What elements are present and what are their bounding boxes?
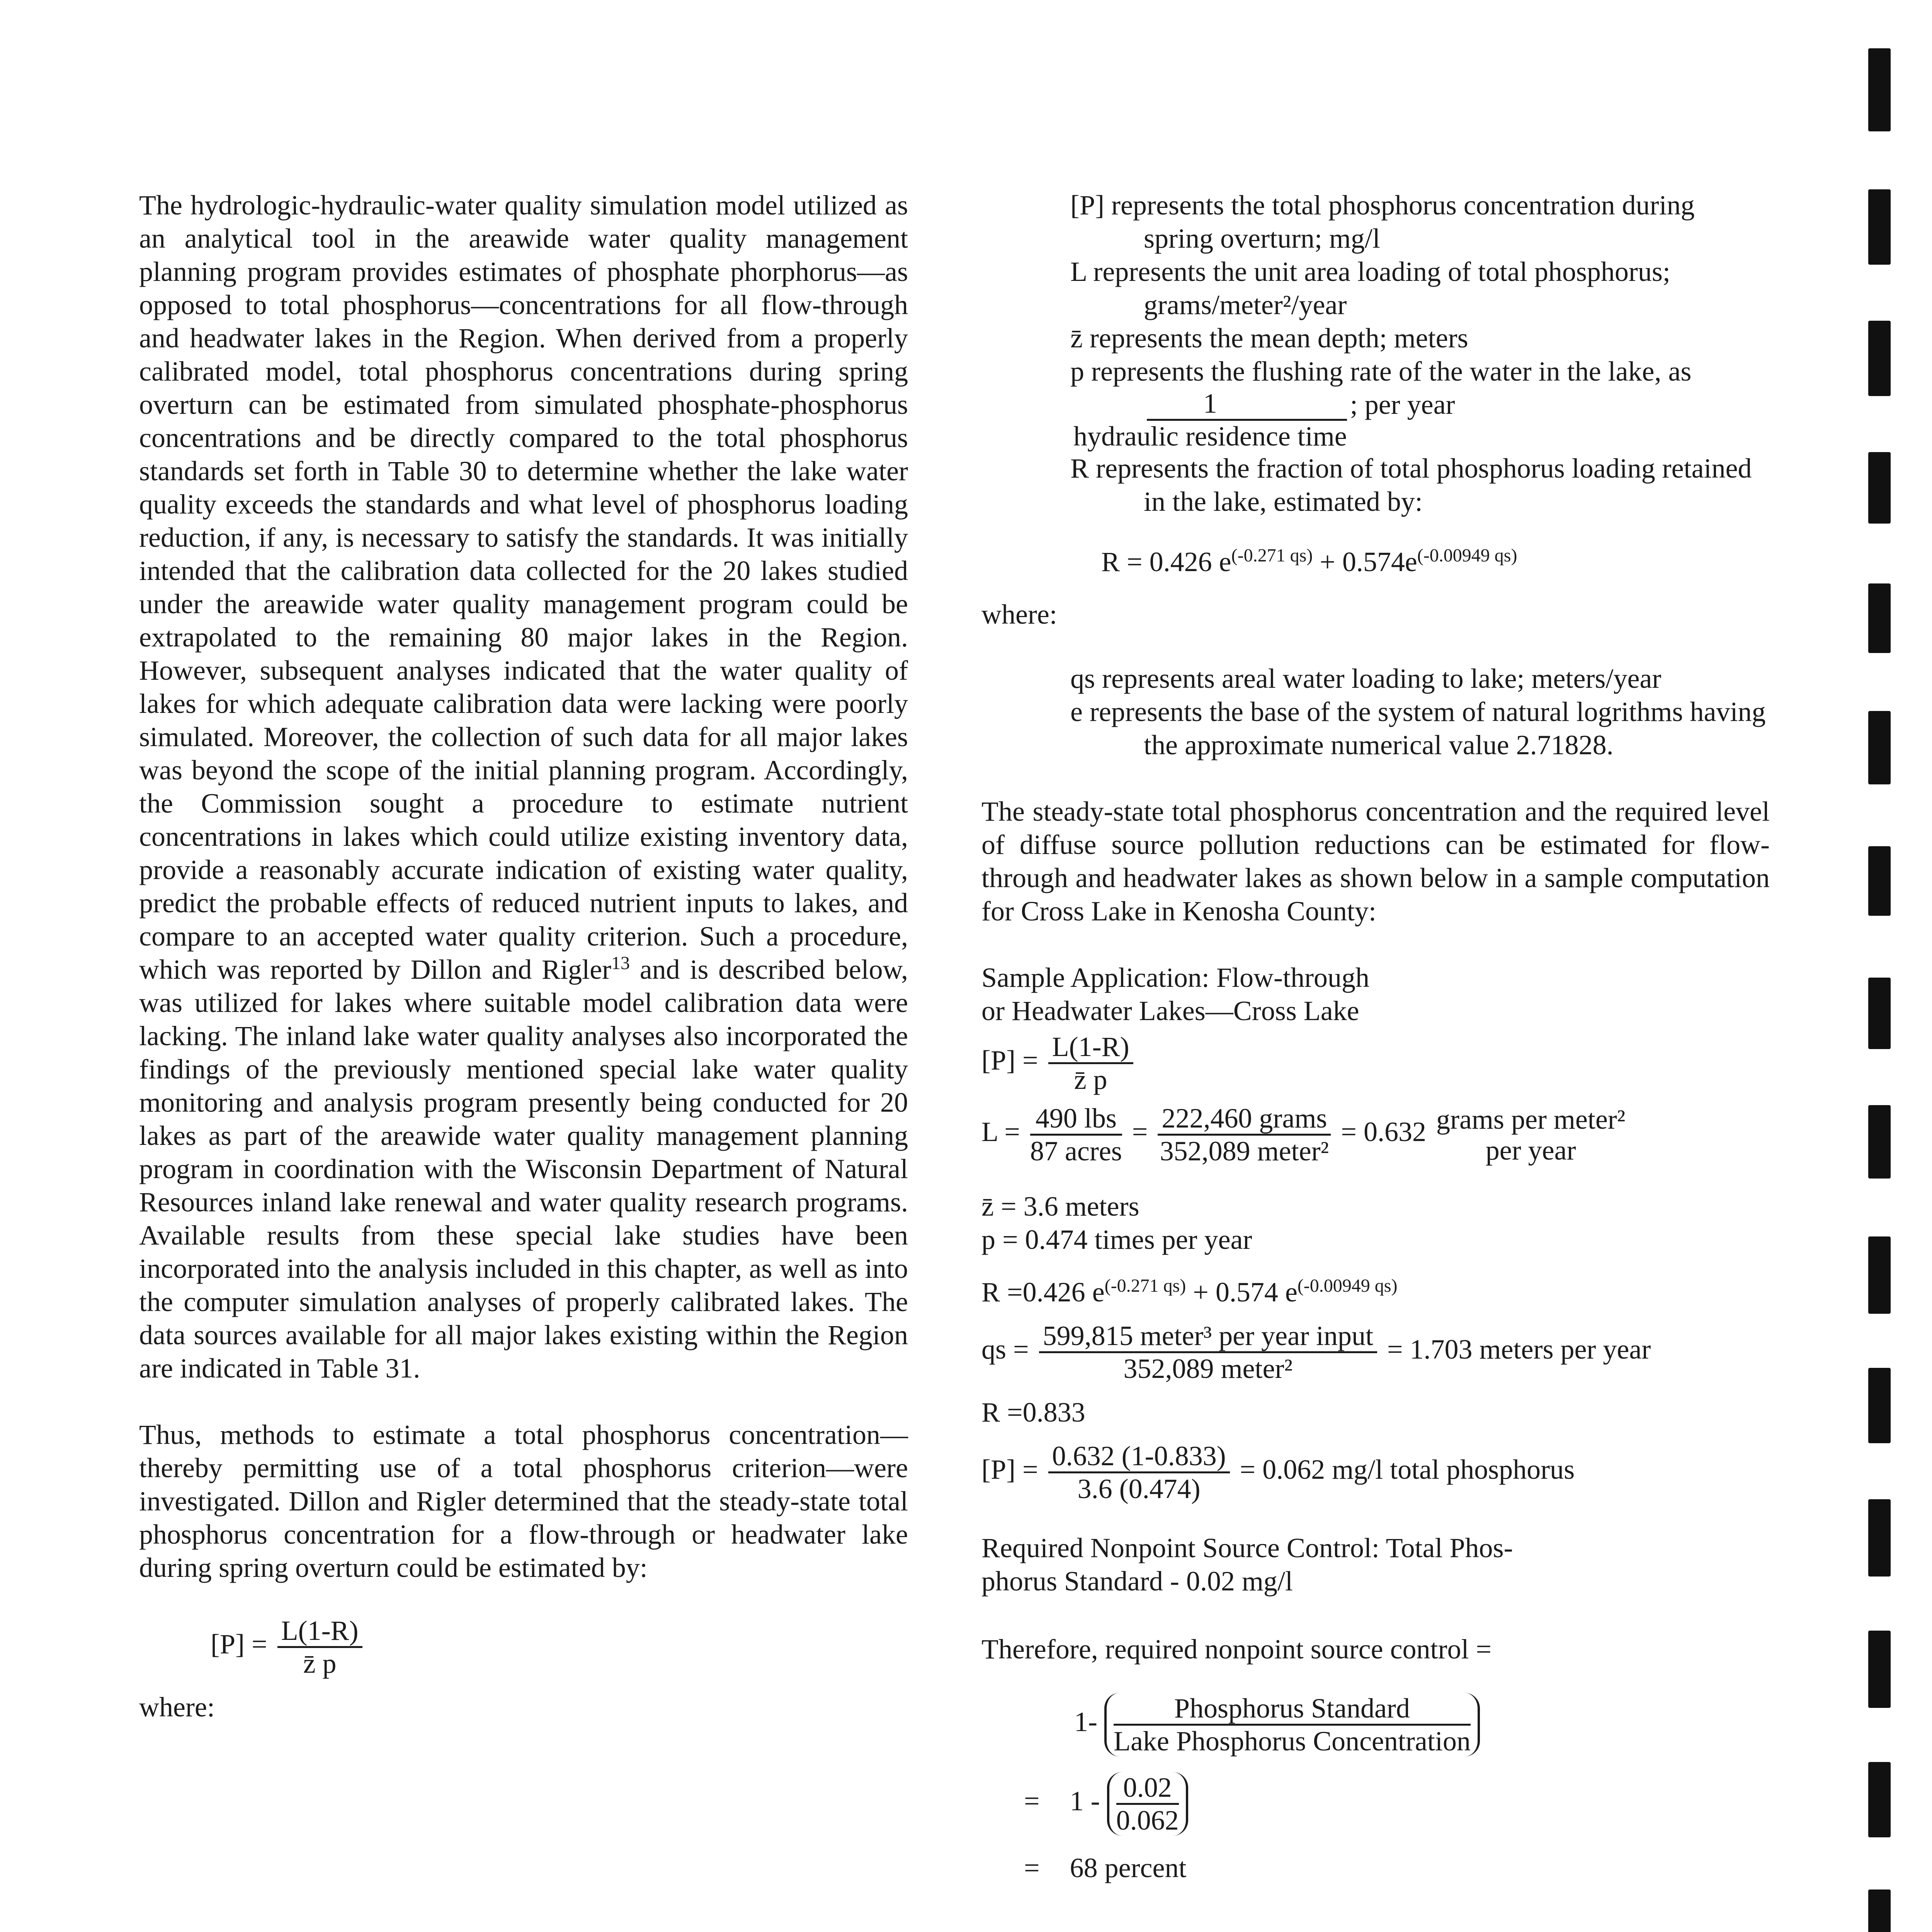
variable-definitions [981, 189, 1770, 518]
paragraph-text: The hydrologic-hydraulic-water quality simulation model utilized as an analytical tool in the areawide water quality management planning program provides estimates of phosphate phorphorus—as opposed to total phosphorus—concentrations for all flow-through and headwater lakes in the Region. When derived from a properly calibrated model, total phosphorus concentrations during spring overturn can be estimated from simulated phosphate-phosphorus concentrations and be directly compared to the total phosphorus standards set forth in Table 30 to determine whether the lake water quality exceeds the standards and what level of phosphorus loading reduction, if any, is necessary to satisfy the standards. It was initially intended that the calibration data collected for the 20 lakes studied under the areawide water quality management program could be extrapolated to the remaining 80 major lakes in the Region. However, subsequent analyses indicated that the water quality of lakes for which adequate calibration data were lacking were poorly simulated. Moreover, the collection of such data for all major lakes was beyond the scope of the initial planning program. Accordingly, the Commission sought a procedure to estimate nutrient concentrations in lakes which could utilize existing inventory data, provide a reasonably accurate indication of existing water quality, predict the probable effects of reduced nutrient inputs to lakes, and compare to an accepted water quality criterion. Such a procedure, which was reported by Dillon and Rigler [139, 190, 908, 985]
formula-text: R = 0.426 e [1101, 546, 1231, 577]
binding-mark [1868, 1631, 1891, 1708]
binding-mark [1868, 189, 1891, 265]
formula-fraction [277, 1615, 362, 1679]
exponent: (-0.00949 qs) [1297, 1276, 1398, 1296]
formula-prefix: 1 - [1070, 1786, 1100, 1817]
qs-fraction [1039, 1320, 1377, 1384]
parentheses [1104, 1693, 1480, 1757]
paragraph-text-continued: and is described below, was utilized for lakes where suitable model calibration data were lacking. The inland lake water quality analyses also incorporated the findings of the previously mentioned special lake water quality monitoring and analysis program presently being conducted for 20 lakes as part of the areawide water quality management planning program in coordination with the Wisconsin Department of Natural Resources inland lake renewal and water quality research programs. Available results from these special lake studies have been incorporated into the analysis included in this chapter, as well as into the computer simulation analyses of properly calibrated lakes. The data sources available for all major lakes existing within the Region are indicated in Table 31. [139, 954, 908, 1384]
phosphorus-result: = 0.062 mg/l total phosphorus [1240, 1454, 1575, 1485]
required-control [981, 1531, 1770, 1598]
control-result [981, 1851, 1770, 1884]
formula-lhs: [P] = [981, 1045, 1038, 1076]
footnote-reference: 13 [611, 953, 630, 973]
unit-line: grams per meter² [1436, 1104, 1626, 1135]
formula-lhs: qs = [981, 1334, 1029, 1365]
formula-r [981, 545, 1770, 578]
definition-r: R represents the fraction of total phosphorus loading retained in the lake, estimated by: [1070, 453, 1752, 517]
definition-l: L represents the unit area loading of total phosphorus; grams/meter²/year [1070, 256, 1670, 320]
qs-calculation [981, 1320, 1770, 1384]
body-paragraph-2: Thus, methods to estimate a total phosphorus concentration—thereby permitting use of a total phosphorus criterion—were investigated. Dillon and Rigler determined that the steady-state total phosphorus concentration for a flow-through or headwater lake during spring overturn could be estimated by: [139, 1419, 908, 1583]
formula-text: + 0.574 e [1186, 1277, 1298, 1308]
formula-lhs: L = [981, 1116, 1020, 1148]
definition-z: z̄ represents the mean depth; meters [1070, 323, 1468, 354]
qs-result: = 1.703 meters per year [1387, 1334, 1651, 1365]
therefore-statement: Therefore, required nonpoint source control = [981, 1634, 1492, 1665]
control-formula-step-2 [981, 1772, 1770, 1836]
loading-unit [1436, 1104, 1625, 1166]
unit-line: per year [1485, 1134, 1576, 1166]
definition-unit: ; per year [1350, 389, 1455, 420]
formula-fraction [1048, 1031, 1133, 1095]
fraction-numerator: 0.632 (1-0.833) [1048, 1440, 1230, 1473]
binding-mark [1868, 978, 1891, 1049]
fraction-numerator: L(1-R) [277, 1615, 362, 1648]
loading-fraction-1 [1030, 1103, 1122, 1167]
where-label: where: [139, 1692, 215, 1723]
fraction-numerator: L(1-R) [1048, 1031, 1133, 1064]
parentheses [1107, 1772, 1188, 1836]
fraction-denominator: 3.6 (0.474) [1077, 1473, 1201, 1504]
body-paragraph-1 [139, 189, 908, 1385]
exponent: (-0.271 qs) [1231, 545, 1313, 566]
definition-p: [P] represents the total phosphorus concentration during spring overturn; mg/l [1070, 190, 1695, 254]
definition-flushing-rate [1070, 355, 1770, 452]
sample-heading-line: Sample Application: Flow-through [981, 962, 1369, 993]
phosphorus-calculation [981, 1440, 1770, 1504]
fraction-numerator: 222,460 grams [1158, 1103, 1331, 1136]
binding-mark [1868, 48, 1891, 131]
required-control-line: phorus Standard - 0.02 mg/l [981, 1566, 1293, 1597]
fraction-denominator: hydraulic residence time [1073, 421, 1347, 452]
formula-p [139, 1615, 908, 1679]
fraction-denominator: 0.062 [1116, 1805, 1179, 1836]
definition-e: e represents the base of the system of natural logrithms having the approximate numerical value 2.71828. [1070, 696, 1766, 760]
exponent: (-0.00949 qs) [1417, 545, 1517, 566]
flushing-fraction [1073, 388, 1347, 452]
sample-formula-r [981, 1276, 1770, 1309]
binding-mark [1868, 1889, 1891, 1932]
variable-definitions-2 [981, 662, 1770, 762]
fraction-numerator: 490 lbs [1030, 1103, 1122, 1136]
definition-text: p represents the flushing rate of the water in the lake, as [1070, 356, 1692, 387]
loading-result: = 0.632 [1341, 1116, 1426, 1148]
required-control-line: Required Nonpoint Source Control: Total Phos- [981, 1532, 1513, 1563]
formula-prefix: 1- [1074, 1706, 1097, 1738]
control-percentage: 68 percent [1070, 1852, 1187, 1883]
r-value: R =0.833 [981, 1397, 1085, 1428]
body-paragraph-3: The steady-state total phosphorus concentration and the required level of diffuse source pollution reductions can be estimated for flow-through and headwater lakes as shown below in a sample computation for Cross Lake in Kenosha County: [981, 796, 1770, 927]
sample-formula-p [981, 1031, 1770, 1095]
binding-mark [1868, 1499, 1891, 1577]
fraction-denominator: Lake Phosphorus Concentration [1113, 1726, 1471, 1757]
fraction-denominator: z̄ p [1074, 1064, 1107, 1095]
binding-mark [1868, 1105, 1891, 1179]
control-formula-step-1 [981, 1693, 1770, 1757]
binding-mark [1868, 321, 1891, 396]
fraction-denominator: 87 acres [1030, 1136, 1122, 1167]
depth-value: z̄ = 3.6 meters [981, 1191, 1139, 1222]
fraction-numerator: 1 [1147, 388, 1347, 421]
equals-sign: = [1024, 1786, 1040, 1817]
loading-fraction-2 [1158, 1103, 1331, 1167]
binding-mark [1868, 452, 1891, 524]
fraction-numerator: Phosphorus Standard [1114, 1693, 1471, 1726]
sample-heading-line: or Headwater Lakes—Cross Lake [981, 995, 1359, 1026]
standard-ratio [1114, 1693, 1471, 1757]
fraction-denominator: 352,089 meter² [1123, 1353, 1293, 1384]
equals-sign: = [1132, 1116, 1148, 1148]
left-column [139, 189, 908, 1724]
fraction-denominator: 352,089 meter² [1160, 1136, 1329, 1167]
fraction-denominator: z̄ p [303, 1648, 337, 1679]
sample-heading [981, 961, 1770, 1027]
binding-mark [1868, 1236, 1891, 1314]
definition-qs: qs represents areal water loading to lake; meters/year [1070, 663, 1662, 694]
binding-mark [1868, 583, 1891, 653]
formula-lhs: [P] = [211, 1629, 267, 1660]
flushing-value: p = 0.474 times per year [981, 1224, 1252, 1255]
exponent: (-0.271 qs) [1104, 1276, 1186, 1296]
formula-text: + 0.574e [1313, 546, 1417, 577]
binding-mark [1868, 1368, 1891, 1443]
binding-mark [1868, 711, 1891, 784]
fraction-numerator: 0.02 [1116, 1772, 1179, 1805]
binding-mark [1868, 846, 1891, 916]
loading-calculation [981, 1103, 1770, 1167]
fraction-numerator: 599,815 meter³ per year input [1039, 1320, 1377, 1353]
binding-mark [1868, 1762, 1891, 1837]
equals-sign: = [1024, 1852, 1040, 1883]
value-ratio [1116, 1772, 1179, 1836]
where-label: where: [981, 599, 1057, 630]
formula-lhs: [P] = [981, 1454, 1038, 1485]
right-column [981, 189, 1770, 1884]
phosphorus-fraction [1048, 1440, 1230, 1504]
formula-text: R =0.426 e [981, 1277, 1105, 1308]
